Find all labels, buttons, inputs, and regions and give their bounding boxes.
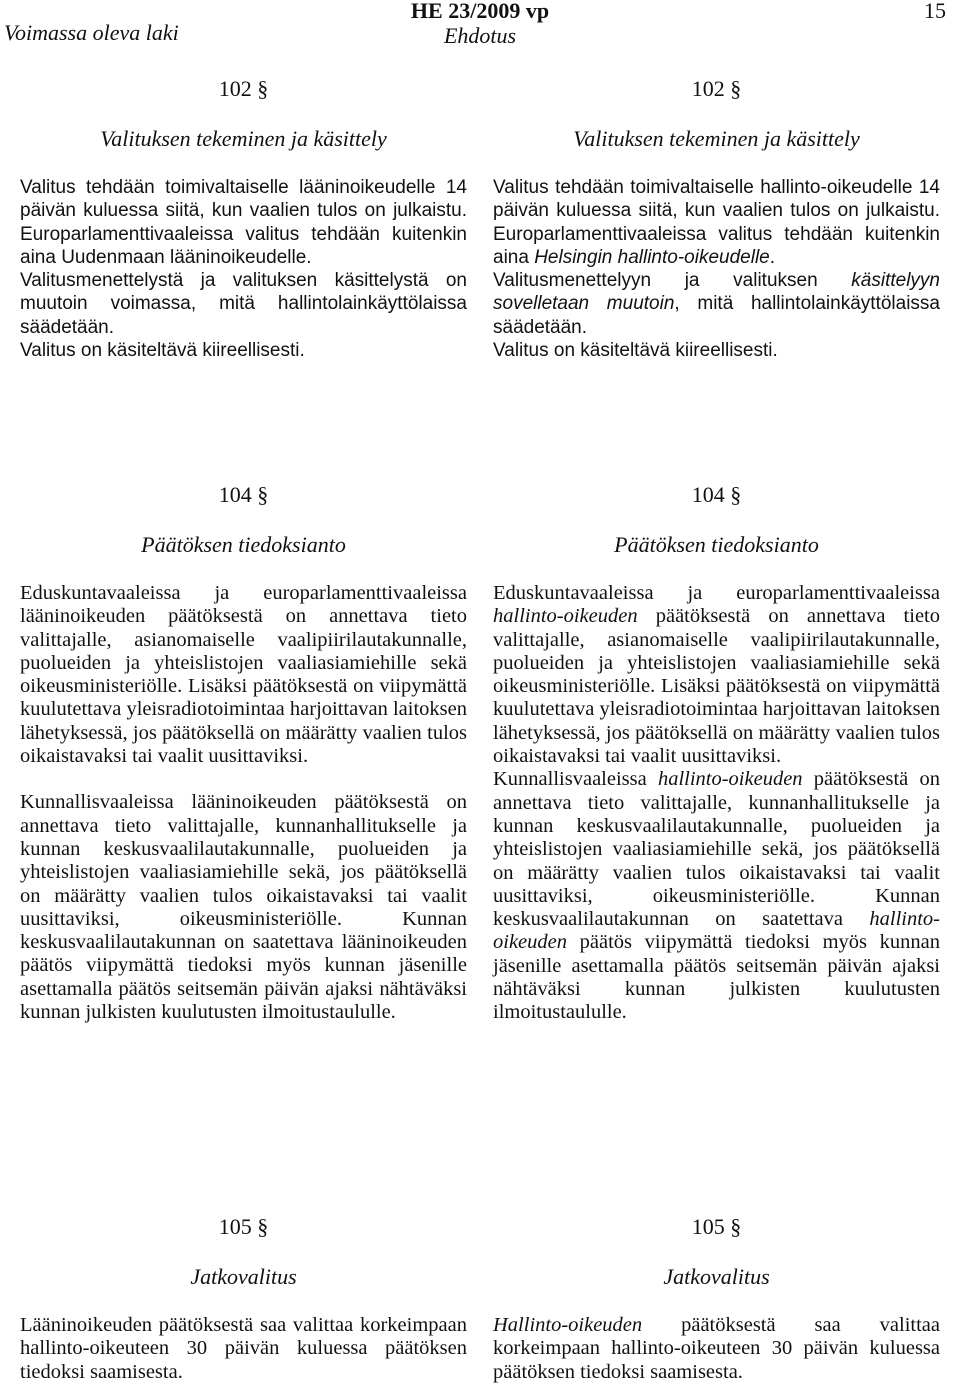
paragraph	[493, 269, 940, 339]
amended-text: Hallinto-oikeuden	[493, 1314, 643, 1336]
paragraph: Kunnallisvaaleissa lääninoikeuden päätöksestä on annettava tieto valittajalle, kunnanhallitukselle ja kunnan keskusvaalilautakunnalle, puolueiden ja yhteislistojen vaaliasiamiehille sekä, jos päätöksellä on määrätty vaalien tulos oikaistavaksi tai vaalit uusittaviksi, oikeusministeriölle. Kunnan keskusvaalilautakunnan on saatettava lääninoikeuden päätös viipymättä tiedoksi myös kunnan jäsenille asettamalla päätös seitsemän päivän ajaksi nähtäväksi kunnan julkisten kuulutusten ilmoitustaululle.	[20, 791, 467, 1024]
paragraph: Lääninoikeuden päätöksestä saa valittaa korkeimpaan hallinto-oikeuteen 30 päivän kuluessa päätöksen tiedoksi saamisesta.	[20, 1314, 467, 1383]
text-run: , mitä hallintolainkäyttölaissa säädetään.	[493, 293, 940, 338]
left-section-104	[20, 482, 467, 1024]
left-section-105	[20, 1214, 467, 1384]
text-run: Kunnallisvaaleissa	[493, 768, 658, 791]
paragraph: Valitus on käsiteltävä kiireellisesti.	[20, 340, 305, 362]
text-run: Valitusmenettelyyn ja valituksen	[493, 270, 852, 292]
paragraph	[493, 1314, 940, 1384]
right-section-102	[493, 76, 940, 362]
section-number: 105 §	[218, 1214, 269, 1239]
header-current-law-label: Voimassa oleva laki	[4, 20, 179, 45]
paragraph	[493, 768, 940, 1024]
section-title: Valituksen tekeminen ja käsittely	[100, 126, 387, 151]
paragraph: Eduskuntavaaleissa ja europarlamenttivaaleissa lääninoikeuden päätöksestä on annettava tieto valittajalle, asianomaiselle vaalipiirilautakunnalle, puolueiden ja yhteislistojen vaaliasiamiehille sekä oikeusministeriölle. Lisäksi päätöksestä on viipymättä kuulutettava yleisradiotoimintaa harjoittavan laitoksen lähetyksessä, jos päätöksellä on määrätty vaalien tulos oikaistavaksi tai vaalit uusittaviksi.	[20, 582, 467, 768]
left-section-102	[20, 76, 467, 362]
amended-text: käsittelyyn sovelletaan muutoin	[493, 270, 940, 315]
section-title: Jatkovalitus	[663, 1264, 770, 1289]
amended-text: hallinto-oikeuden	[493, 605, 638, 628]
section-number: 102 §	[691, 76, 742, 101]
section-title: Päätöksen tiedoksianto	[614, 532, 819, 557]
section-body	[493, 582, 940, 1025]
text-run: päätöksestä on annettava tieto valittajalle, asianomaiselle vaalipiirilautakunnalle, puolueiden ja yhteislistojen vaaliasiamiehille sekä oikeusministeriölle. Lisäksi päätöksestä on viipymättä kuulutettava yleisradiotoimintaa harjoittavan laitoksen lähetyksessä, jos päätöksellä on määrätty vaalien tulos oikaistavaksi tai vaalit uusittaviksi.	[493, 605, 940, 768]
section-body	[493, 176, 940, 362]
document-id: HE 23/2009 vp	[410, 0, 550, 23]
paragraph	[493, 176, 940, 269]
section-title: Valituksen tekeminen ja käsittely	[573, 126, 860, 151]
header-proposal-label: Ehdotus	[443, 23, 517, 48]
page-number: 15	[924, 0, 946, 23]
text-run: päätös viipymättä tiedoksi myös kunnan jäsenille asettamalla päätös seitsemän päivän ajaksi nähtäväksi kunnan julkisten kuulutusten ilmoitustaululle.	[493, 931, 940, 1024]
paragraph: Valitus tehdään toimivaltaiselle lääninoikeudelle 14 päivän kuluessa siitä, kun vaalien tulos on julkaistu. Europarlamenttivaaleissa valitus tehdään kuitenkin aina Uudenmaan lääninoikeudelle.	[20, 177, 467, 268]
right-section-104	[493, 482, 940, 1025]
section-body	[20, 176, 467, 362]
right-section-105	[493, 1214, 940, 1384]
amended-text: hallinto-oikeuden	[657, 768, 803, 791]
section-body	[20, 1314, 467, 1384]
amended-text: Helsingin hallinto-oikeudelle	[534, 246, 770, 268]
paragraph: Valitus on käsiteltävä kiireellisesti.	[493, 340, 778, 362]
section-title: Päätöksen tiedoksianto	[141, 532, 346, 557]
amended-text: hallinto-oikeuden	[493, 908, 940, 954]
text-run: Valitus tehdään toimivaltaiselle hallinto-oikeudelle 14 päivän kuluessa siitä, kun vaalien tulos on julkaistu. Europarlamenttivaaleissa valitus tehdään kuitenkin aina	[493, 177, 940, 268]
text-run: Eduskuntavaaleissa ja europarlamenttivaaleissa	[493, 582, 940, 604]
text-run: päätöksestä on annettava tieto valittajalle, kunnanhallitukselle ja kunnan keskusvaalilautakunnalle, puolueiden ja yhteislistojen vaaliasiamiehille sekä, jos päätöksellä on määrätty vaalien tulos oikaistavaksi tai vaalit uusittaviksi, oikeusministeriölle. Kunnan keskusvaalilautakunnan on saatettava	[493, 768, 940, 931]
section-title: Jatkovalitus	[190, 1264, 297, 1289]
section-number: 104 §	[691, 482, 742, 507]
paragraph	[493, 582, 940, 768]
section-number: 105 §	[691, 1214, 742, 1239]
text-run: .	[769, 246, 776, 268]
section-body	[493, 1314, 940, 1384]
text-run: päätöksestä saa valittaa korkeimpaan hallinto-oikeuteen 30 päivän kuluessa päätöksen tiedoksi saamisesta.	[493, 1314, 940, 1383]
header-center	[0, 0, 960, 48]
paragraph: Valitusmenettelystä ja valituksen käsittelystä on muutoin voimassa, mitä hallintolainkäyttölaissa säädetään.	[20, 270, 467, 338]
section-number: 102 §	[218, 76, 269, 101]
section-number: 104 §	[218, 482, 269, 507]
section-body	[20, 582, 467, 1024]
